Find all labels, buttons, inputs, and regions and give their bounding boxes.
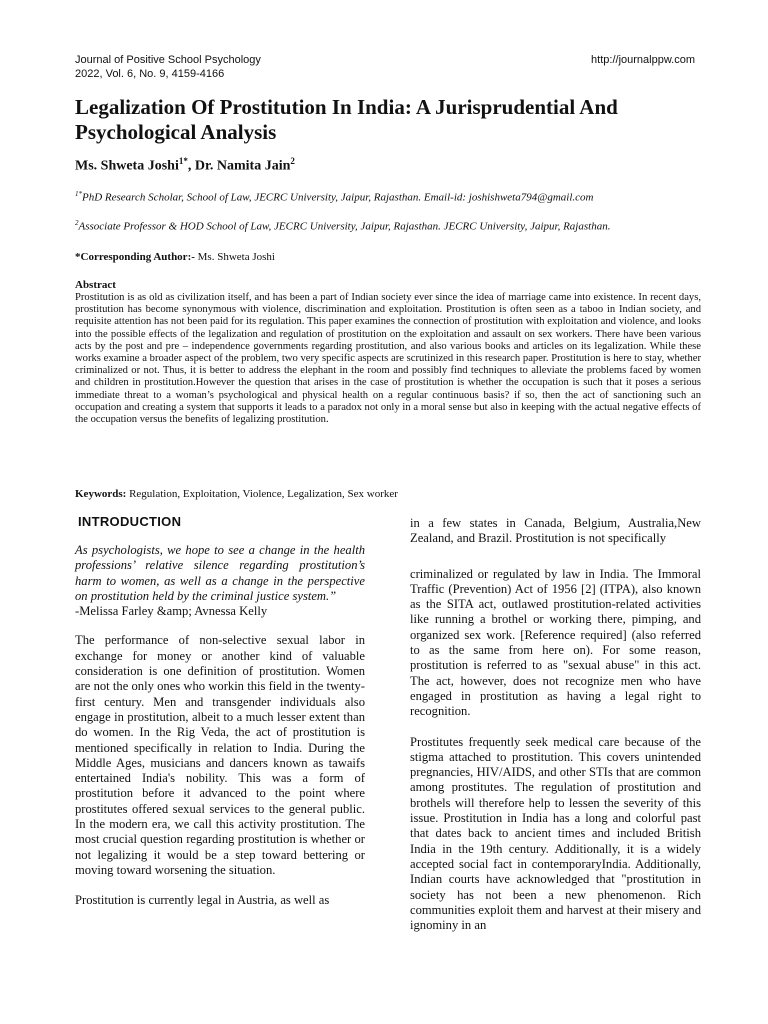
journal-header — [75, 53, 261, 81]
keywords — [75, 488, 398, 500]
author-2-sup: 2 — [290, 156, 295, 166]
abstract-text: Prostitution is as old as civilization itself, and has been a part of Indian society ever since the idea of marriage came into existence. In recent days, prostitution has become synonymous with violence, discrimination and exploitation. Prostitution is often seen as a taboo in Indian society, and requisite attention has not been paid for its regulation. This paper examines the connection of prostitution with exploitation and violence, and looks into the possible effects of the legalization and regulation of prostitution on the exploitation and assault on sex workers. There have been various acts by the post and pre – independence governments regarding prostitution, and also various books and articles on its legalization. While these works examine a broader aspect of the problem, two very specific aspects are scrutinized in this research paper. Prostitution is here to stay, whether criminalized or not. Thus, it is better to address the elephant in the room and possibly find techniques to alleviate the problems faced by women and children in prostitution.However the question that arises in the case of prostitution is whether the occupation is such that it poses a serious immediate threat to a woman’s psychological and physical health on a regular continuous basis? if so, then the act of sanctioning such an occupation and creating a system that supports it leads to a paradox not only in a moral sense but also in keeping with the actual negative effects of the occupation versus the benefits of legalizing prostitution. — [75, 292, 701, 426]
keywords-label: Keywords: — [75, 488, 127, 500]
epigraph-quote: As psychologists, we hope to see a change in the health professions’ relative silence regarding prostitution’s harm to women, as well as a change in the perspective on prostitution held by the criminal justice system.” — [75, 543, 365, 603]
corresponding-label: *Corresponding Author:- — [75, 251, 195, 263]
left-column — [75, 514, 365, 924]
body-paragraph: Prostitutes frequently seek medical care because of the stigma attached to prostitution. This covers unintended pregnancies, HIV/AIDS, and other STIs that are common among prostitutes. The regulation of prostitution and brothels will therefore help to lessen the severity of this issue. Prostitution in India has a long and colorful past that dates back to ancient times and included British India in the 19th century. Additionally, it is a widely accepted social fact in contemporaryIndia. Additionally, Indian courts have acknowledged that "prostitution in society has not been a new phenomenon. Rich communities exploit them and harvest at their misery and ignominy in an — [410, 734, 701, 933]
author-1-sup: 1* — [178, 156, 188, 166]
body-paragraph: criminalized or regulated by law in India. The Immoral Traffic (Prevention) Act of 1956 [2] (ITPA), also known as the SITA act, outlawed prostitution-related activities like running a brothel or working there, pimping, and organized sex work. [Reference required] (also referred to as the same from here on). For some reason, prostitution is referred to as "sexual abuse" in this act. The act, however, does not recognize men who have engaged in prostitution as having a legal right to recognition. — [410, 566, 701, 719]
body-paragraph: in a few states in Canada, Belgium, Australia,New Zealand, and Brazil. Prostitution is not specifically — [410, 516, 701, 546]
affiliation-1-sup: 1* — [75, 190, 82, 198]
affiliation-2-text: Associate Professor & HOD School of Law, JECRC University, Jaipur, Rajasthan. JECRC University, Jaipur, Rajasthan. — [78, 220, 611, 233]
abstract-heading: Abstract — [75, 279, 116, 291]
corresponding-name: Ms. Shweta Joshi — [194, 251, 275, 263]
author-1: Ms. Shweta Joshi — [75, 158, 179, 174]
introduction-heading: INTRODUCTION — [78, 514, 182, 529]
epigraph-author: -Melissa Farley &amp; Avnessa Kelly — [75, 604, 268, 619]
right-column — [410, 516, 701, 948]
journal-issue: 2022, Vol. 6, No. 9, 4159-4166 — [75, 68, 225, 80]
keywords-text: Regulation, Exploitation, Violence, Legalization, Sex worker — [126, 488, 398, 500]
affiliation-1-text: PhD Research Scholar, School of Law, JECRC University, Jaipur, Rajasthan. Email-id: joshishweta794@gmail.com — [82, 191, 594, 204]
body-paragraph: Prostitution is currently legal in Austria, as well as — [75, 893, 330, 908]
author-separator: , — [187, 158, 195, 174]
affiliation-2-sup: 2 — [75, 219, 79, 227]
paper-title: Legalization Of Prostitution In India: A Jurisprudential And Psychological Analysis — [75, 95, 618, 144]
journal-url[interactable]: http://journalppw.com — [591, 54, 695, 66]
author-2: Dr. Namita Jain — [194, 158, 291, 174]
corresponding-author — [75, 251, 275, 263]
affiliation-1 — [75, 190, 705, 204]
body-paragraph: The performance of non-selective sexual labor in exchange for money or another kind of valuable consideration is one definition of prostitution. Women are not the only ones who workin this field in the twenty-first century. Men and transgender individuals also engage in prostitution, albeit to a much lesser extent than do women. In the Rig Veda, the act of prostitution is mentioned specifically in relation to India. During the Middle Ages, musicians and dancers known as tawaifs entertained India's nobility. This was a form of prostitution before it advanced to the point where prostitutes offered sexual services to the general public. In the modern era, we call this activity prostitution. The most crucial question regarding prostitution is whether or not legalizing it would be a step toward bettering or moving toward worsening the situation. — [75, 633, 365, 877]
affiliation-2 — [75, 219, 705, 233]
journal-name: Journal of Positive School Psychology — [75, 54, 261, 66]
author-line — [75, 156, 295, 175]
